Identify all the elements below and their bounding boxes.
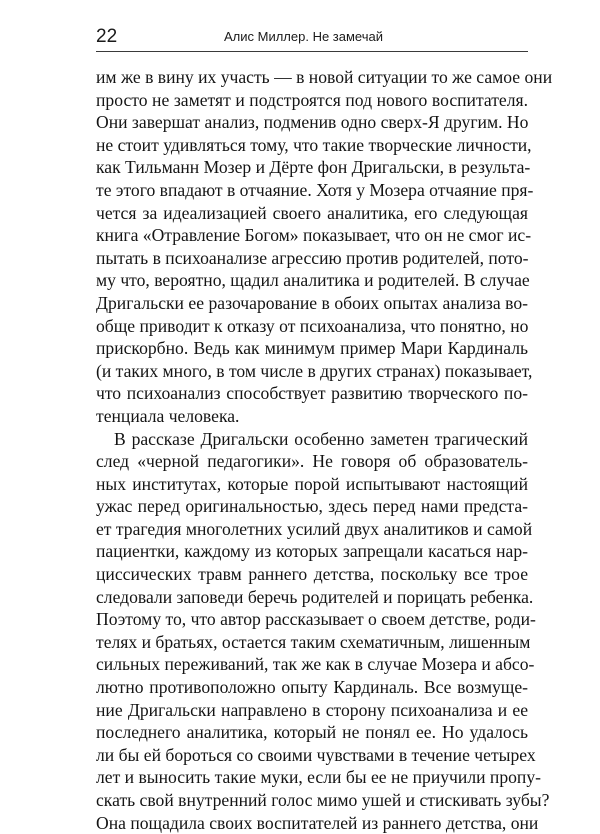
text-line: следовали заповеди беречь родителей и порицать ребенка. [96,586,534,607]
text-line: (и таких много, в том числе в других странах) показывает, [96,360,533,381]
text-line: В рассказе Дригальски особенно заметен трагический [114,428,528,449]
text-line: циссических травм раннего детства, поскольку все трое [96,564,528,585]
text-line: пациентки, каждому из которых запрещали касаться нар- [96,541,528,562]
page-header [96,26,528,50]
page-number: 22 [96,26,118,47]
text-line: книга «Отравление Богом» показывает, что он не смог ис- [96,225,532,246]
text-line: скать свой внутренний голос мимо ушей и стискивать зубы? [96,790,550,810]
text-line: обще приводит к отказу от психоанализа, что понятно, но [96,315,529,336]
text-line: Поэтому то, что автор рассказывает о своем детстве, роди- [96,609,536,630]
text-line: пытать в психоанализе агрессию против родителей, пото- [96,247,529,268]
body-text [96,66,553,834]
text-line: что психоанализ способствует развитию творческого по- [96,383,528,404]
text-line: лет и выносить такие муки, если бы ее не приучили пропу- [96,767,541,788]
text-line: тенциала человека. [96,405,240,426]
text-line: Они завершат анализ, подменив одно сверх-Я другим. Но [96,112,529,133]
text-line: последнего аналитика, который не понял ее. Но удалось [96,722,528,743]
text-line: им же в вину их участь — в новой ситуации то же самое они [96,67,553,87]
text-line: ных институтах, которые порой испытывают настоящий [96,473,528,494]
running-head: Алис Миллер. Не замечай [224,29,383,44]
text-line: прискорбно. Ведь как минимум пример Мари Кардиналь [96,338,528,359]
text-line: Дригальски ее разочарование в обоих опытах анализа во- [96,292,528,313]
text-line: лютно противоположно опыту Кардиналь. Все возмуще- [96,677,528,698]
header-rule [96,51,528,52]
text-line: ужас перед оригинальностью, здесь перед нами предста- [96,496,528,517]
text-line: ние Дригальски направлено в сторону психоанализа и ее [96,699,528,720]
text-line: просто не заметят и подстроятся под нового воспитателя. [96,89,528,110]
text-line: те этого впадают в отчаяние. Хотя у Мозера отчаяние пря- [96,179,534,200]
text-line: чется за идеализацией своего аналитика, его следующая [96,202,528,223]
text-line: как Тильманн Мозер и Дёрте фон Дригальски, в результа- [96,157,531,178]
text-line: ет трагедия многолетних усилий двух аналитиков и самой [96,518,533,539]
text-line: му что, вероятно, щадил аналитика и родителей. В случае [96,270,530,291]
text-line: Она пощадила своих воспитателей из раннего детства, они [96,812,539,833]
text-line: ли бы ей бороться со своими чувствами в течение четырех [96,744,536,765]
text-line: не стоит удивляться тому, что такие творческие личности, [96,134,532,155]
text-line: сильных переживаний, так же как в случае Мозера и абсо- [96,654,535,675]
text-line: след «черной педагогики». Не говоря об образователь- [96,451,528,472]
text-line: телях и братьях, остается таким схематичным, лишенным [96,631,531,652]
